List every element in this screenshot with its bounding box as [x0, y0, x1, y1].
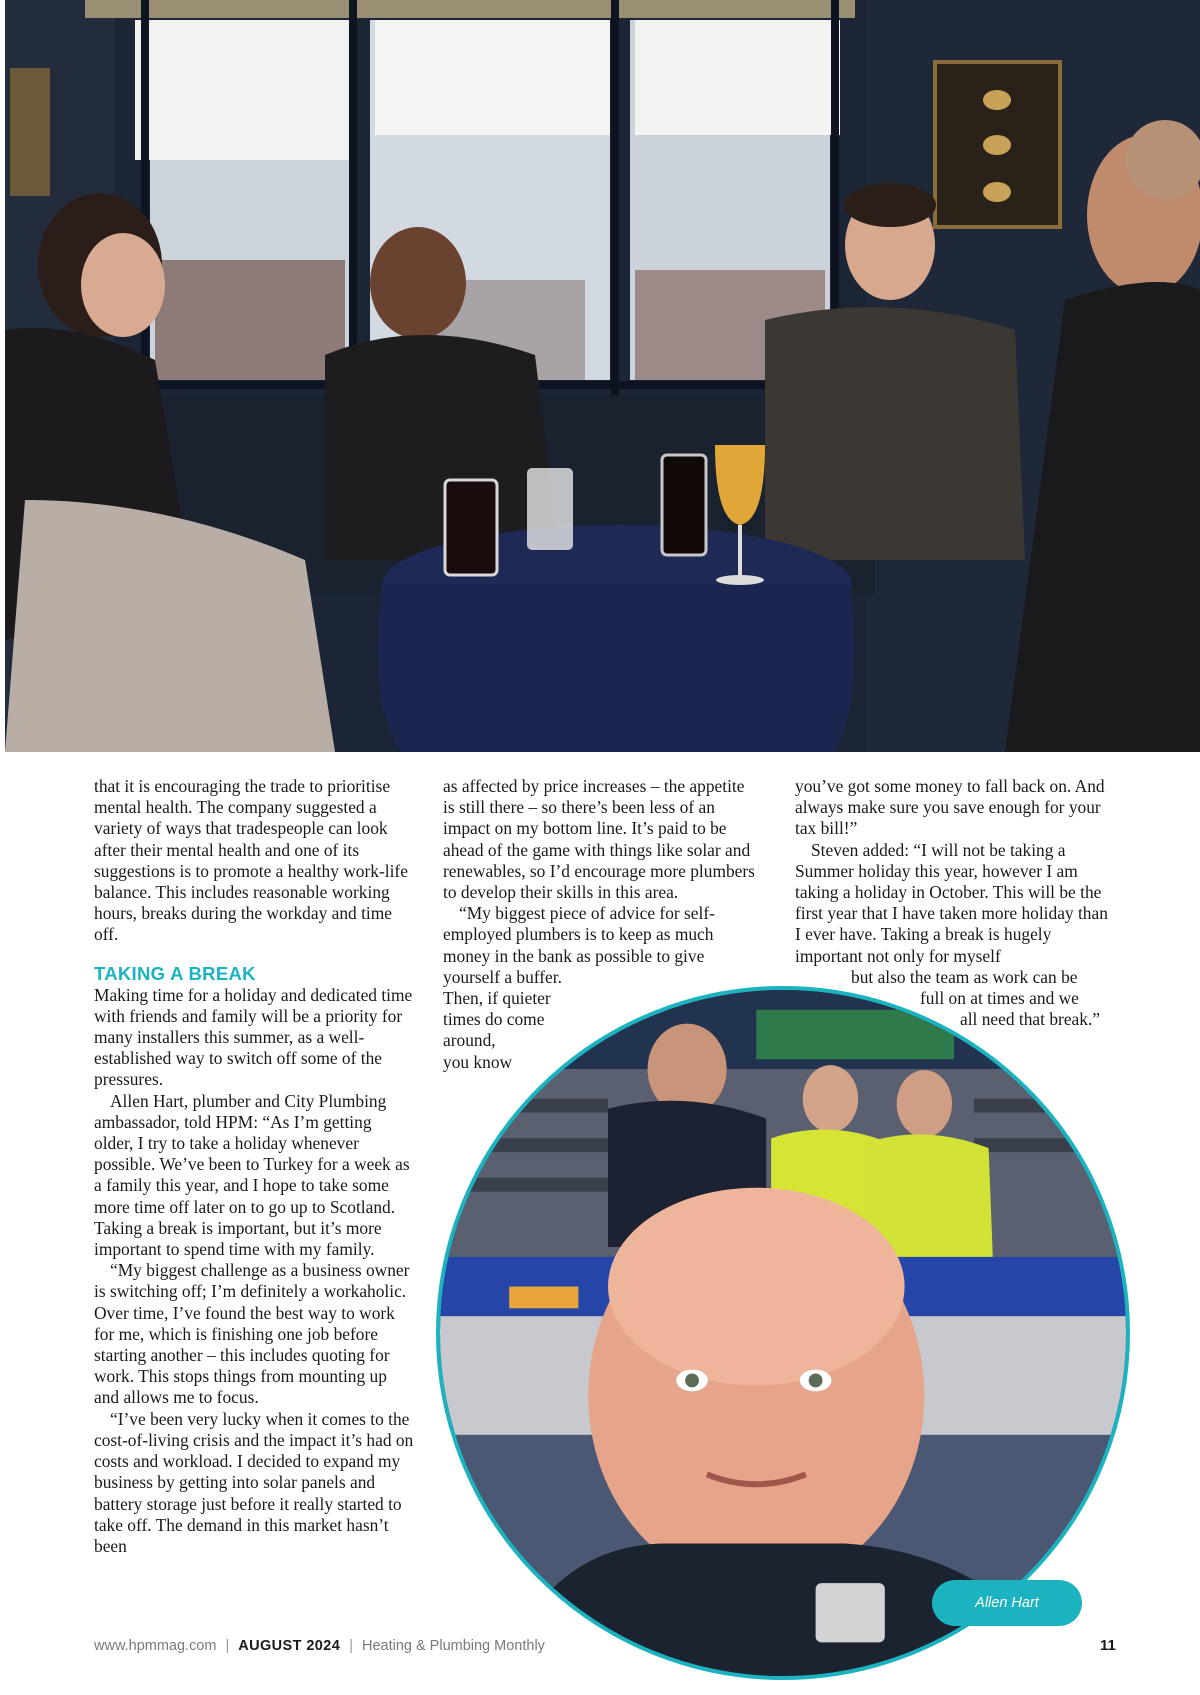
footer-publication: Heating & Plumbing Monthly [361, 1638, 545, 1654]
wrap-line: Then, if quieter [443, 988, 551, 1009]
wrap-line: you know [443, 1051, 513, 1072]
allen-hart-selfie-photo [440, 990, 1126, 1676]
wrap-line: all need that break.” [960, 1009, 1101, 1030]
footer-issue: AUGUST 2024 [238, 1638, 341, 1654]
photo-caption: Allen Hart [932, 1580, 1082, 1626]
paragraph: “I’ve been very lucky when it comes to the cost-of-living crisis and the impact it’s had on costs and workload. I decided to expand my business by getting into solar panels and battery storage just before it really started to take off. The demand in this market hasn’t been [94, 1408, 414, 1556]
paragraph: Making time for a holiday and dedicated time with friends and family will be a priority for many installers this summer, as a well-established way to switch off some of the pressures. [94, 984, 413, 1090]
paragraph: Allen Hart, plumber and City Plumbing ambassador, told HPM: “As I’m getting older, I try to take a holiday whenever possible. We’ve been to Turkey for a week as a family this year, and I hope to take some more time off later on to go up to Scotland. Taking a break is important, but it’s more important to spend time with my family. [94, 1090, 410, 1260]
footer-url[interactable]: www.hpmmag.com [94, 1638, 217, 1654]
wrap-line: times do come [443, 1009, 545, 1030]
column-1 [94, 776, 414, 1557]
paragraph: “My biggest piece of advice for self-employed plumbers is to keep as much money in the bank as possible to give yourself a buffer. [443, 903, 715, 987]
wrap-line: full on at times and we [920, 988, 1079, 1009]
paragraph: “My biggest challenge as a business owner is switching off; I’m definitely a workaholic. Over time, I’ve found the best way to work for me, which is finishing one job before starting another – this includes quoting for work. This stops things from mounting up and allows me to focus. [94, 1260, 410, 1408]
pub-interview-photo [5, 0, 1200, 752]
footer-divider: | [349, 1638, 353, 1654]
hero-photo [5, 0, 1200, 752]
wrap-line: but also the team as work can be [851, 966, 1078, 987]
paragraph: Steven added: “I will not be taking a Summer holiday this year, however I am taking a holiday in October. This will be the first year that I have taken more holiday than I ever have. Taking a break is hugely important not only for myself [795, 839, 1108, 966]
footer-divider: | [225, 1638, 230, 1654]
circular-photo [436, 986, 1130, 1680]
page-number: 11 [1100, 1637, 1116, 1654]
paragraph: you’ve got some money to fall back on. And always make sure you save enough for your tax bill!” [795, 776, 1105, 839]
wrap-line: around, [443, 1030, 496, 1051]
footer [94, 1634, 545, 1658]
paragraph: that it is encouraging the trade to prioritise mental health. The company suggested a variety of ways that tradespeople can look after their mental health and one of its suggestions is to promote a healthy work-life balance. This includes reasonable working hours, breaks during the workday and time off. [94, 776, 408, 945]
paragraph: as affected by price increases – the appetite is still there – so there’s been less of an impact on my bottom line. It’s paid to be ahead of the game with things like solar and renewables, so I’d encourage more plumbers to develop their skills in this area. [443, 776, 755, 903]
section-heading: TAKING A BREAK [94, 962, 256, 984]
